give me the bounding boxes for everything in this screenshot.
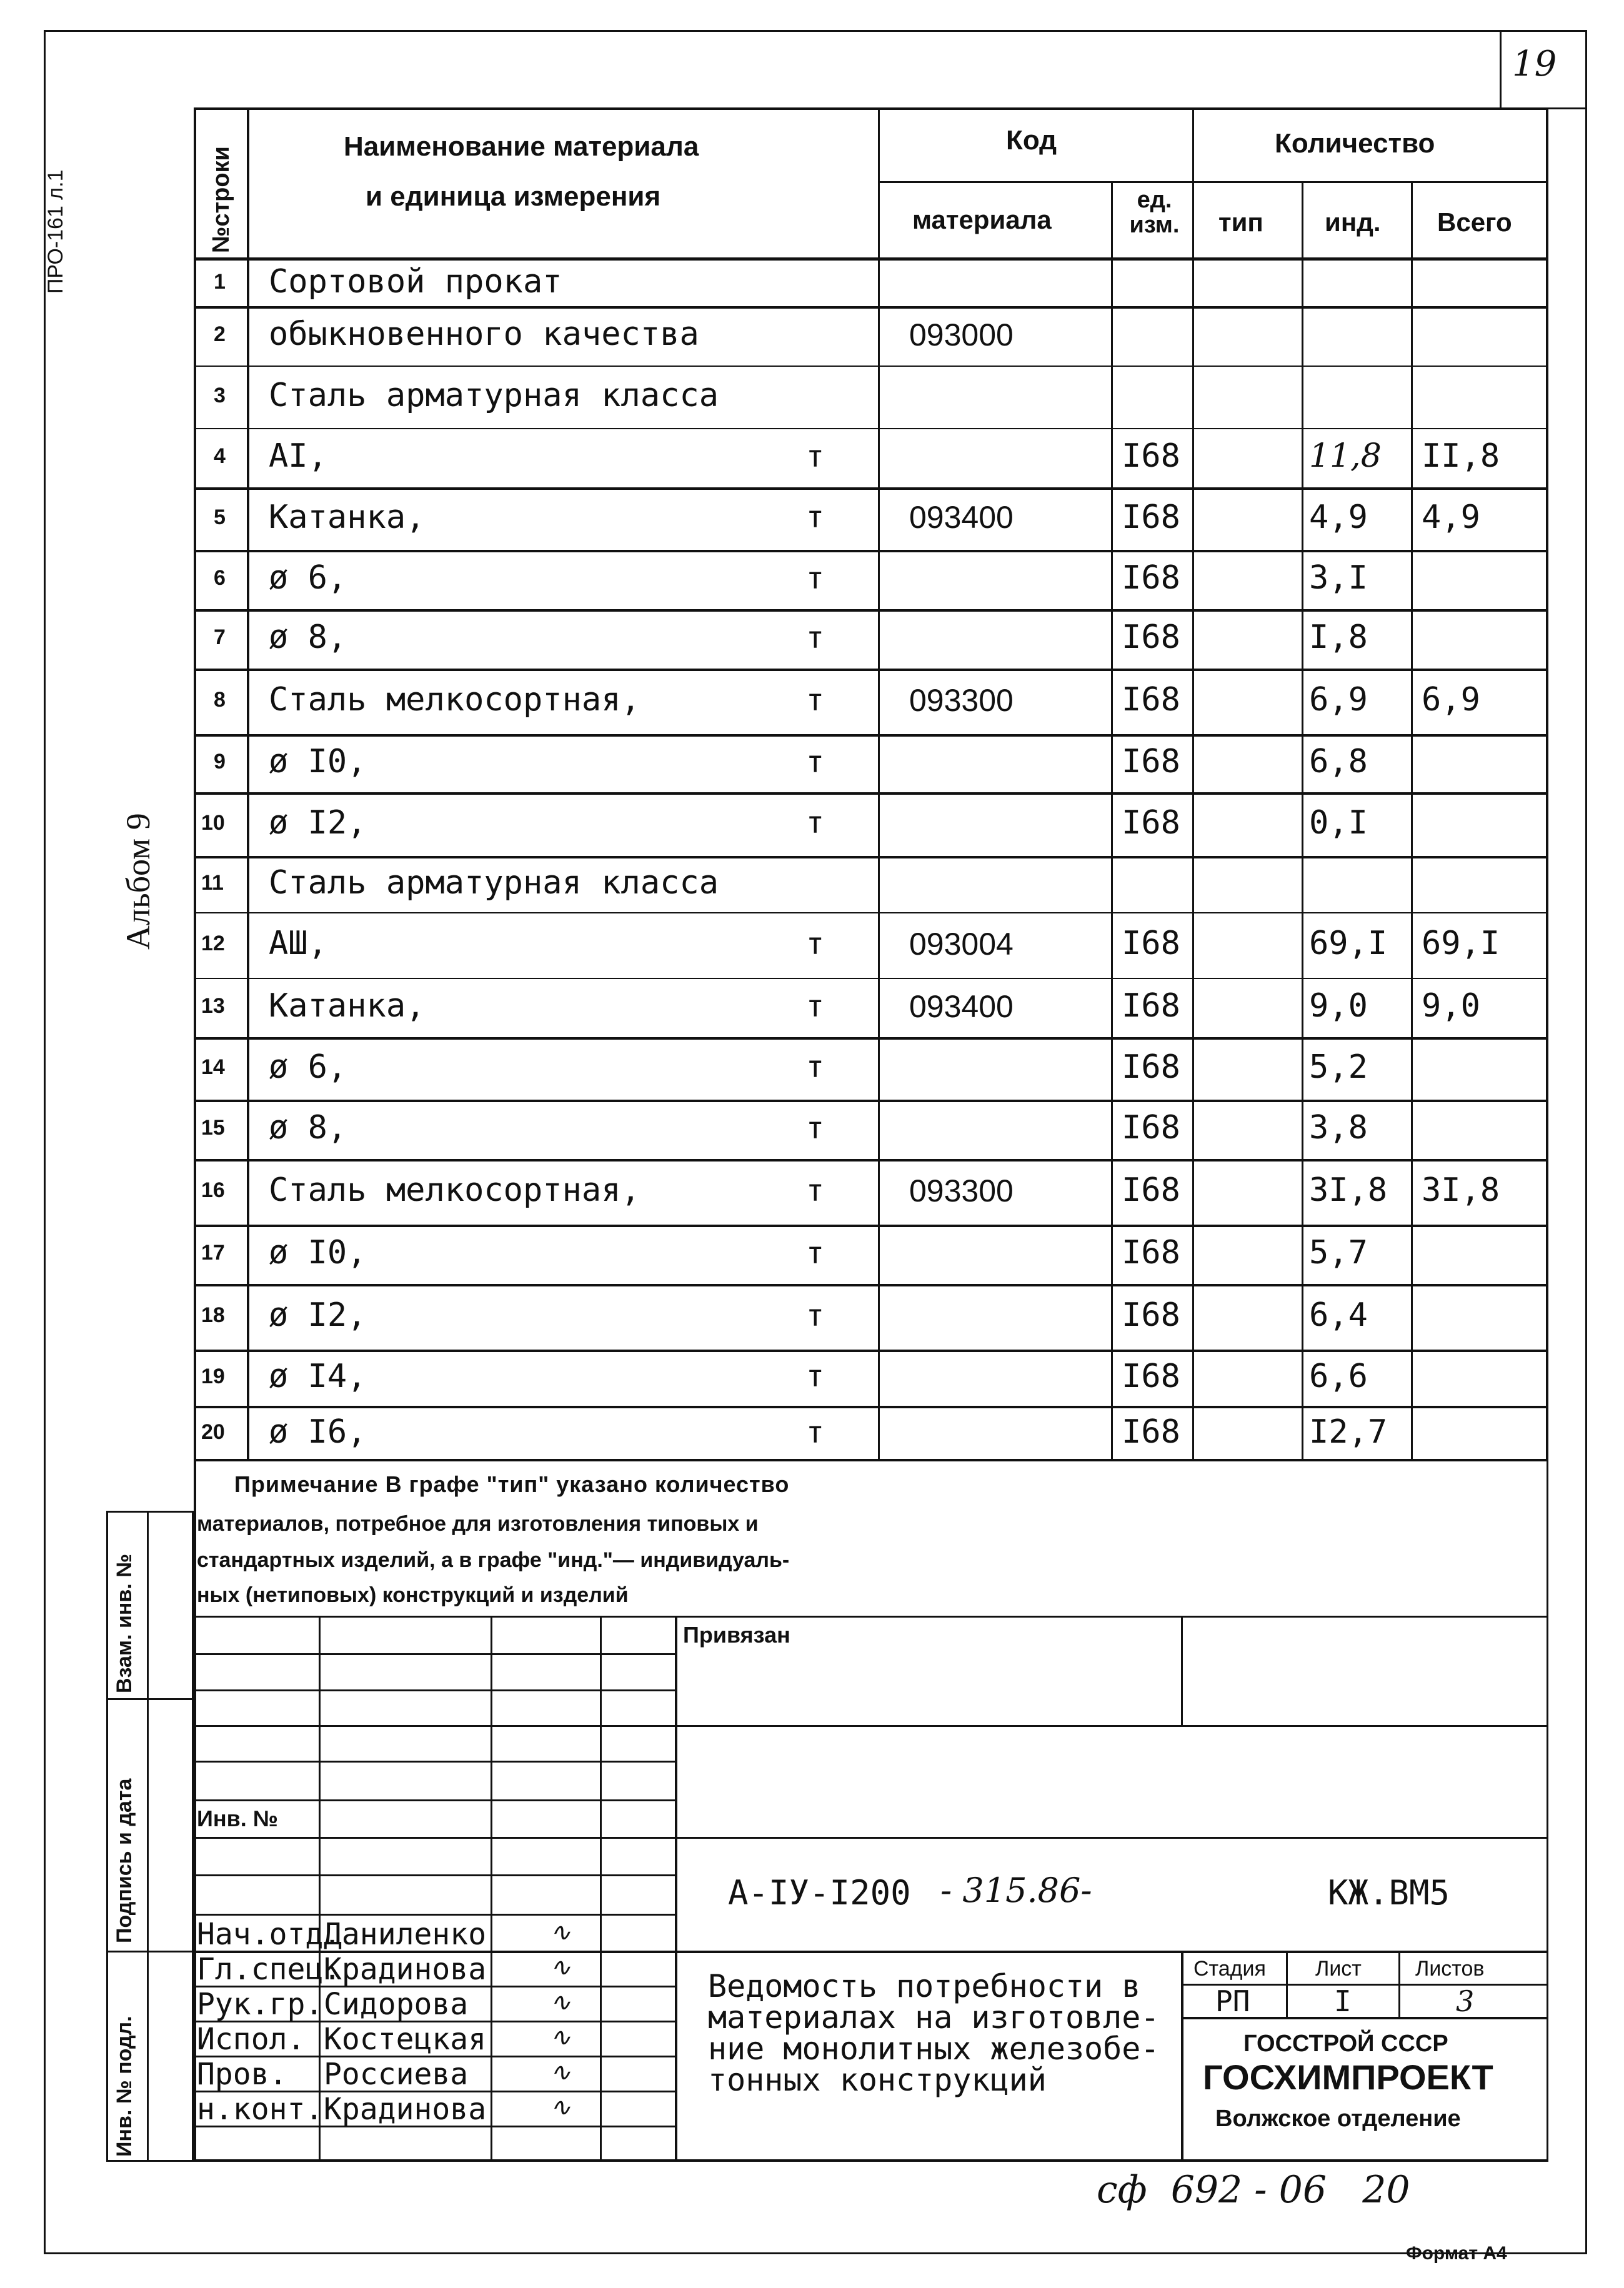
staff-role: Пров.	[197, 2057, 287, 2092]
row-number: 6	[214, 566, 226, 590]
col-line-ind	[1411, 181, 1413, 1461]
row-number: 4	[214, 444, 226, 469]
header-name-line1: Наименование материала	[344, 131, 699, 162]
row-name: Сталь мелкосортная,	[269, 1171, 640, 1210]
row-separator	[194, 428, 1548, 429]
row-unit: т	[806, 500, 824, 535]
row-number: 9	[214, 750, 226, 774]
side-stamp-divider	[147, 1511, 149, 2162]
header-mid-line	[878, 181, 1548, 183]
signature-icon: ∿	[550, 2093, 571, 2122]
signature-icon: ∿	[550, 1988, 571, 2017]
tb-h7	[194, 1874, 675, 1876]
col-line-rowno	[247, 107, 249, 1461]
sheets-label: Листов	[1415, 1957, 1485, 1981]
row-ind: 3I,8	[1309, 1171, 1388, 1210]
row-unit: т	[806, 1110, 824, 1146]
row-unit: т	[806, 682, 824, 718]
row-name: ø I0,	[269, 1234, 367, 1272]
row-name: ø I2,	[269, 1296, 367, 1335]
row-uom: I68	[1122, 498, 1180, 536]
tb-h3	[194, 1725, 1548, 1727]
row-name: АШ,	[269, 925, 327, 963]
row-ind: 6,6	[1309, 1357, 1368, 1395]
row-name: Сталь арматурная класса	[269, 376, 719, 414]
row-number: 2	[214, 322, 226, 347]
footer-handwritten: сф 692 - 06 20	[1097, 2168, 1410, 2212]
row-number: 7	[214, 625, 226, 650]
row-unit: т	[806, 805, 824, 841]
row-name: ø 8,	[269, 619, 347, 657]
row-unit: т	[806, 1235, 824, 1271]
row-total: 3I,8	[1422, 1171, 1500, 1210]
row-number: 3	[214, 383, 226, 407]
page-number: 19	[1512, 44, 1557, 84]
row-number: 1	[214, 270, 226, 294]
row-unit: т	[806, 926, 824, 962]
row-ind: 5,7	[1309, 1234, 1368, 1272]
inv-no-label: Инв. №	[197, 1806, 278, 1831]
row-ind: 5,2	[1309, 1048, 1368, 1086]
row-total: 4,9	[1422, 498, 1480, 536]
row-unit: т	[806, 1359, 824, 1395]
doc-ref: ПРО-161 л.1	[44, 169, 67, 294]
stage-label: Стадия	[1193, 1957, 1266, 1981]
row-separator	[194, 1350, 1548, 1352]
note-line3: стандартных изделий, а в графе "инд."— индивидуаль-	[197, 1548, 790, 1572]
header-quantity: Количество	[1275, 128, 1435, 159]
row-unit: т	[806, 744, 824, 780]
row-separator	[194, 1284, 1548, 1286]
row-number: 18	[201, 1303, 225, 1328]
row-name: Сталь мелкосортная,	[269, 681, 640, 719]
privyazan-label: Привязан	[683, 1622, 790, 1648]
row-name: ø 6,	[269, 1048, 347, 1086]
header-code-material: материала	[912, 205, 1052, 234]
staff-role: Испол.	[197, 2022, 306, 2057]
col-line-type	[1302, 181, 1303, 1461]
row-ind: I2,7	[1309, 1413, 1388, 1451]
row-name: ø I2,	[269, 803, 367, 842]
tb-h6	[194, 1837, 1548, 1839]
org-line1: ГОССТРОЙ СССР	[1243, 2031, 1448, 2057]
row-ind: 0,I	[1309, 803, 1368, 842]
row-total: 9,0	[1422, 987, 1480, 1025]
doc-title-line3: ние монолитных железобе-	[708, 2031, 1160, 2067]
row-separator	[194, 609, 1548, 612]
row-number: 12	[201, 932, 225, 956]
tb-v3	[600, 1618, 602, 2162]
doc-title-line2: материалах на изготовле-	[708, 1999, 1160, 2036]
side-stamp-line-1	[106, 1698, 194, 1700]
col-line-uom	[1192, 107, 1194, 1461]
designation-left: А-IУ-I200	[728, 1873, 911, 1912]
row-unit: т	[806, 1298, 824, 1333]
row-separator	[194, 487, 1548, 490]
row-uom: I68	[1122, 1171, 1180, 1210]
row-total: II,8	[1422, 437, 1500, 475]
signature-icon: ∿	[550, 1953, 571, 1982]
header-name-line2: и единица измерения	[366, 181, 661, 212]
stage-v2	[1398, 1951, 1400, 2018]
row-name: ø I0,	[269, 743, 367, 781]
row-separator	[194, 366, 1548, 367]
row-code: 093300	[909, 1173, 1014, 1208]
row-ind: 4,9	[1309, 498, 1368, 536]
side-label-inventory: Инв. № подл.	[112, 2016, 136, 2157]
tb-v6	[1181, 1951, 1183, 2162]
staff-name: Крадинова	[324, 2092, 487, 2127]
row-ind: 9,0	[1309, 987, 1368, 1025]
row-unit: т	[806, 560, 824, 596]
row-separator	[194, 792, 1548, 795]
row-separator	[194, 1037, 1548, 1040]
staff-name: Даниленко	[324, 1917, 487, 1952]
row-name: AI,	[269, 437, 327, 475]
header-row-number: №строки	[208, 146, 234, 253]
designation-mid: - 315.86-	[940, 1871, 1092, 1910]
row-separator	[194, 912, 1548, 913]
row-ind: 6,8	[1309, 743, 1368, 781]
row-number: 20	[201, 1420, 225, 1445]
album-label: Альбом 9	[119, 813, 157, 950]
doc-title-line4: тонных конструкций	[708, 2062, 1047, 2098]
col-line-code	[1111, 181, 1113, 1461]
row-number: 11	[201, 870, 224, 895]
row-uom: I68	[1122, 743, 1180, 781]
row-uom: I68	[1122, 803, 1180, 842]
tb-v4	[675, 1618, 677, 2162]
row-unit: т	[806, 988, 824, 1024]
org-line3: Волжское отделение	[1215, 2106, 1461, 2132]
header-qty-type: тип	[1218, 207, 1263, 237]
row-ind: I,8	[1309, 619, 1368, 657]
row-ind: 3,I	[1309, 559, 1368, 597]
tb-v2	[491, 1618, 492, 2162]
side-stamp-line-2	[106, 1951, 194, 1952]
row-unit: т	[806, 439, 824, 474]
stage-value: РП	[1215, 1984, 1250, 2018]
sheet-value: I	[1334, 1984, 1352, 2018]
row-name: Сортовой прокат	[269, 263, 562, 301]
row-uom: I68	[1122, 681, 1180, 719]
format-label: Формат А4	[1406, 2243, 1507, 2264]
row-name: ø 8,	[269, 1109, 347, 1147]
row-number: 5	[214, 505, 226, 529]
row-unit: т	[806, 1415, 824, 1450]
row-uom: I68	[1122, 925, 1180, 963]
header-bottom-line	[194, 257, 1548, 261]
org-line2: ГОСХИМПРОЕКТ	[1203, 2057, 1493, 2097]
row-ind: 11,8	[1309, 437, 1382, 475]
header-code-unit: ед. изм.	[1129, 187, 1180, 238]
row-total: 69,I	[1422, 925, 1500, 963]
row-unit: т	[806, 1173, 824, 1208]
row-code: 093300	[909, 682, 1014, 718]
row-unit: т	[806, 1050, 824, 1085]
row-ind: 3,8	[1309, 1109, 1368, 1147]
signature-icon: ∿	[550, 1918, 571, 1947]
row-ind: 6,4	[1309, 1296, 1368, 1335]
tb-h5	[194, 1799, 675, 1801]
row-uom: I68	[1122, 559, 1180, 597]
sheets-value: 3	[1456, 1984, 1475, 2018]
header-qty-total: Всего	[1437, 207, 1512, 237]
tb-h8	[194, 1914, 675, 1916]
row-number: 19	[201, 1364, 225, 1388]
row-unit: т	[806, 620, 824, 655]
row-number: 17	[201, 1241, 225, 1265]
row-uom: I68	[1122, 619, 1180, 657]
designation-right: КЖ.ВМ5	[1328, 1873, 1450, 1912]
row-uom: I68	[1122, 1234, 1180, 1272]
tb-h2	[194, 1689, 675, 1691]
row-uom: I68	[1122, 1296, 1180, 1335]
signature-icon: ∿	[550, 2023, 571, 2052]
staff-name: Сидорова	[324, 1987, 469, 2022]
tb-h4	[194, 1761, 675, 1763]
staff-role: н.конт.	[197, 2092, 324, 2127]
row-uom: I68	[1122, 1048, 1180, 1086]
row-number: 13	[201, 994, 225, 1018]
signature-icon: ∿	[550, 2058, 571, 2087]
doc-title-line1: Ведомость потребности в	[708, 1968, 1141, 2004]
col-line-name	[878, 107, 880, 1461]
row-separator	[194, 1406, 1548, 1408]
staff-role: Рук.гр.	[197, 1987, 324, 2022]
row-separator	[194, 669, 1548, 671]
tb-h1	[194, 1653, 675, 1655]
sheet-label: Лист	[1315, 1957, 1362, 1981]
row-separator	[194, 1159, 1548, 1161]
header-qty-ind: инд.	[1325, 207, 1381, 237]
row-code: 093000	[909, 317, 1014, 352]
staff-role: Нач.отд.	[197, 1917, 342, 1952]
header-code: Код	[1006, 125, 1057, 156]
row-name: Катанка,	[269, 498, 426, 536]
staff-name: Крадинова	[324, 1952, 487, 1987]
row-name: Сталь арматурная класса	[269, 863, 719, 902]
row-ind: 69,I	[1309, 925, 1388, 963]
staff-role: Гл.спец.	[197, 1952, 342, 1987]
row-ind: 6,9	[1309, 681, 1368, 719]
row-name: ø I4,	[269, 1357, 367, 1395]
row-number: 15	[201, 1116, 225, 1140]
staff-name: Костецкая	[324, 2022, 487, 2057]
row-name: ø I6,	[269, 1413, 367, 1451]
row-uom: I68	[1122, 1357, 1180, 1395]
row-separator	[194, 734, 1548, 737]
row-separator	[194, 856, 1548, 858]
staff-name: Россиева	[324, 2057, 469, 2092]
row-number: 8	[214, 688, 226, 712]
row-separator	[194, 550, 1548, 552]
row-code: 093004	[909, 926, 1014, 962]
row-name: ø 6,	[269, 559, 347, 597]
side-label-replace: Взам. инв. №	[112, 1553, 136, 1693]
stage-v1	[1286, 1951, 1288, 2018]
row-separator	[194, 1225, 1548, 1227]
row-uom: I68	[1122, 437, 1180, 475]
row-code: 093400	[909, 988, 1014, 1024]
row-separator	[194, 306, 1548, 309]
tb-v1	[319, 1618, 321, 2162]
note-line2: материалов, потребное для изготовления типовых и	[197, 1512, 759, 1536]
row-name: Катанка,	[269, 987, 426, 1025]
row-separator	[194, 1100, 1548, 1102]
note-line1: Примечание В графе "тип" указано количество	[234, 1471, 790, 1497]
tb-v5	[1181, 1618, 1183, 1725]
side-label-signature: Подпись и дата	[112, 1778, 136, 1943]
row-code: 093400	[909, 500, 1014, 535]
row-uom: I68	[1122, 1413, 1180, 1451]
row-uom: I68	[1122, 987, 1180, 1025]
row-number: 14	[201, 1055, 225, 1079]
row-uom: I68	[1122, 1109, 1180, 1147]
row-name: обыкновенного качества	[269, 316, 699, 354]
note-line4: ных (нетиповых) конструкций и изделий	[197, 1583, 629, 1607]
row-number: 10	[201, 810, 225, 835]
row-separator	[194, 978, 1548, 979]
row-total: 6,9	[1422, 681, 1480, 719]
row-number: 16	[201, 1178, 225, 1203]
